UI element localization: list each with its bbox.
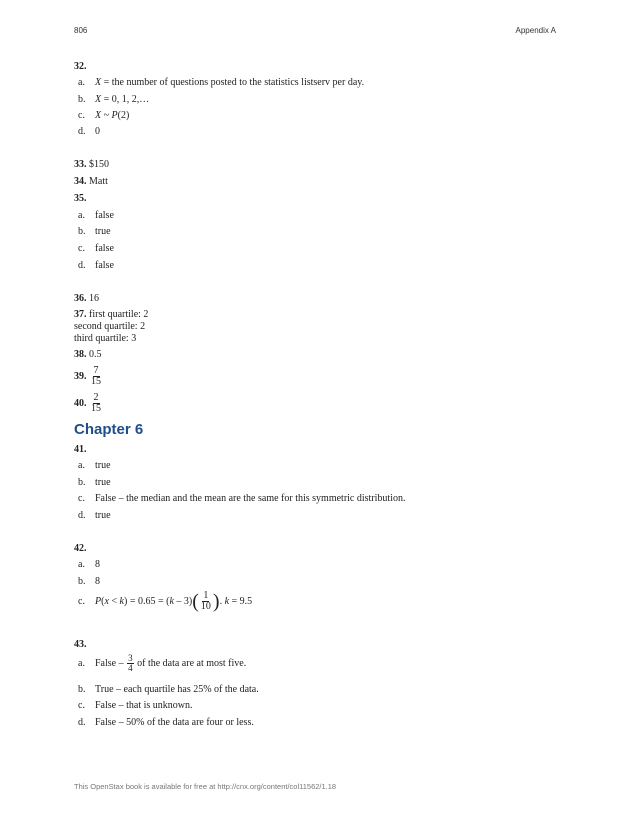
q35-item-d: d. false [78, 260, 114, 271]
q43-item-c: c. False – that is unknown. [78, 700, 193, 711]
q33-answer: 33. $150 [74, 159, 109, 170]
q35-item-b: b. true [78, 226, 111, 237]
q41-item-a: a. true [78, 460, 111, 471]
chapter-heading: Chapter 6 [74, 421, 144, 438]
q41-item-c: c. False – the median and the mean are the same for this symmetric distribution. [78, 493, 406, 504]
q32-item-a: a. X = the number of questions posted to the statistics listserv per day. [78, 77, 365, 88]
q43-item-b: b. True – each quartile has 25% of the data. [78, 684, 259, 695]
q39-answer: 39. $\frac{7}{15}$ [74, 365, 101, 387]
q43-item-a: a. False – $\frac{3}{4}$ of the data are at most five. [78, 653, 247, 674]
fraction: $\frac{7}{15}$ [91, 365, 101, 387]
item-label: d. [78, 126, 86, 137]
q40-answer: 40. $\frac{2}{15}$ [74, 392, 101, 414]
q42-item-b: b. 8 [78, 576, 100, 587]
q36-answer: 36. 16 [74, 293, 99, 304]
q42-item-c: c. P(x < k) = 0.65 = (k – 3)( $\frac{1}{10}$ ). k = 9.5 [78, 590, 253, 613]
left-paren: ( [192, 590, 199, 613]
q41-item-d: d. true [78, 510, 111, 521]
q32-number: 32. [74, 61, 87, 72]
q43-item-d: d. False – 50% of the data are four or less. [78, 717, 254, 728]
fraction: $\frac{1}{10}$ [200, 590, 211, 613]
footer-note: This OpenStax book is available for free at http://cnx.org/content/col11562/1.18 [74, 782, 337, 791]
q41-number: 41. [74, 444, 87, 455]
q32-item-c: c. X ~ P(2) [78, 110, 130, 121]
fraction: $\frac{3}{4}$ [128, 653, 133, 674]
section-title: Appendix A [515, 26, 556, 35]
q43-number: 43. [74, 639, 87, 650]
q35-number: 35. [74, 193, 87, 204]
q32-item-b: b. X = 0, 1, 2,… [78, 94, 150, 105]
q38-answer: 38. 0.5 [74, 349, 102, 360]
q42-number: 42. [74, 543, 87, 554]
q42-item-a: a. 8 [78, 559, 100, 570]
right-paren: ) [212, 590, 220, 613]
q34-answer: 34. Matt [74, 176, 108, 187]
q37-answer: 37. first quartile: 2 second quartile: 2 third quartile: 3 [74, 309, 149, 344]
q35-item-a: a. false [78, 210, 114, 221]
page-number: 806 [74, 26, 88, 35]
item-label: a. [78, 77, 85, 88]
q32-item-d: d. 0 [78, 126, 100, 137]
fraction: $\frac{2}{15}$ [91, 392, 101, 414]
q41-item-b: b. true [78, 477, 111, 488]
item-label: b. [78, 94, 86, 105]
item-label: c. [78, 110, 85, 121]
q35-item-c: c. false [78, 243, 114, 254]
